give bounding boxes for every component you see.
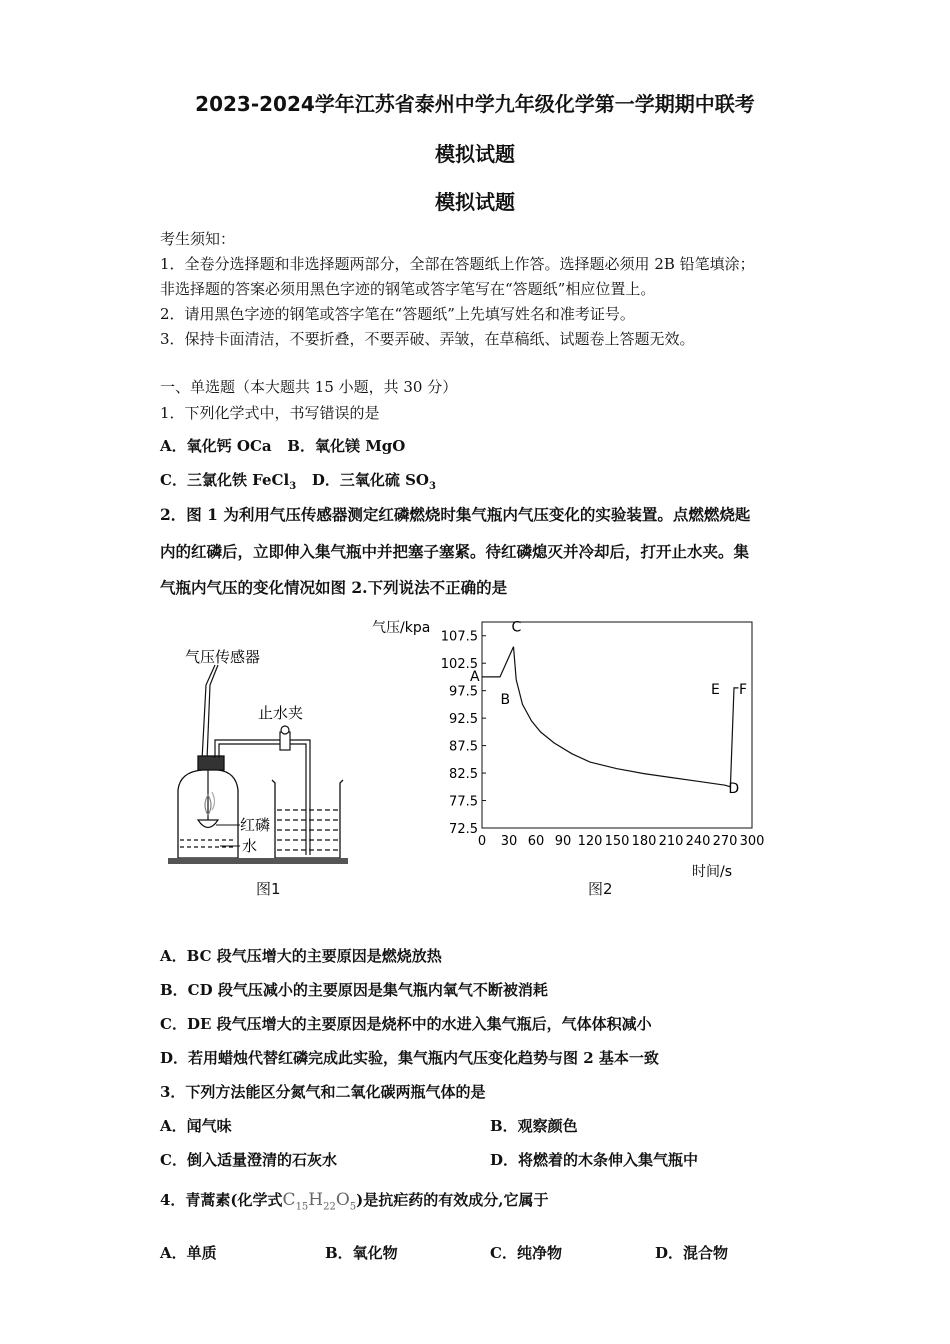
q1-option-d-label: D．三氧化硫	[311, 471, 406, 489]
x-tick-label: 30	[500, 834, 518, 849]
x-tick-label: 60	[527, 834, 545, 849]
q4-stem-pre: 4．青蒿素(化学式	[160, 1191, 283, 1209]
x-tick-label: 270	[712, 834, 738, 849]
section-heading: 一、单选题（本大题共 15 小题，共 30 分）	[160, 378, 458, 396]
q1-option-d-subscript: 3	[428, 481, 436, 492]
point-label-b: B	[500, 691, 511, 708]
y-tick-label: 72.5	[449, 822, 478, 837]
x-tick-label: 240	[685, 834, 711, 849]
y-tick-label: 92.5	[449, 712, 478, 728]
chart-plot-frame	[482, 619, 752, 828]
q2-option-a: A．BC 段气压增大的主要原因是燃烧放热	[160, 947, 442, 965]
pressure-series-line	[482, 647, 739, 787]
chart-xlabel: 时间/s	[692, 864, 733, 880]
q1-option-a-formula: OCa	[236, 437, 272, 455]
q4-stem-post: )是抗疟药的有效成分,它属于	[356, 1191, 549, 1209]
point-label-e: E	[711, 681, 720, 698]
figure-2-caption: 图2	[588, 880, 613, 898]
q1-option-c-label: C．三氯化铁	[160, 471, 253, 489]
q3-option-a: A．闻气味	[160, 1117, 232, 1135]
q1-option-a-label: A．氧化钙	[160, 437, 237, 455]
point-label-f: F	[739, 681, 748, 698]
q4-option-d: D．混合物	[655, 1244, 729, 1262]
combustion-spoon	[198, 770, 218, 828]
delivery-tube	[215, 726, 310, 855]
q1-option-c-formula: FeCl	[252, 471, 290, 489]
notice-heading: 考生须知：	[160, 230, 236, 248]
q4-stem	[160, 1189, 549, 1212]
q3-stem: 3．下列方法能区分氮气和二氧化碳两瓶气体的是	[160, 1083, 486, 1101]
x-tick-label: 210	[658, 834, 684, 849]
q2-stem-line-1: 2．图 1 为利用气压传感器测定红磷燃烧时集气瓶内气压变化的实验装置。点燃燃烧匙	[160, 505, 751, 524]
q2-stem-line-2: 内的红磷后，立即伸入集气瓶中并把塞子塞紧。待红磷熄灭并冷却后，打开止水夹。集	[160, 542, 750, 561]
q1-option-c-subscript: 3	[289, 481, 297, 492]
q1-options-ab	[160, 435, 405, 456]
y-tick-label: 107.5	[440, 629, 478, 645]
q1-option-b-label: B．氧化镁	[287, 437, 366, 455]
y-tick-label: 87.5	[449, 739, 478, 755]
water-label: 水	[242, 837, 258, 855]
exam-subtitle-repeat: 模拟试题	[435, 190, 515, 214]
q1-options-cd	[160, 469, 436, 492]
q1-option-b-formula: MgO	[365, 437, 406, 455]
q4-formula-h-sub: 22	[323, 1201, 336, 1213]
notice-item-2: 2．请用黑色字迹的钢笔或答字笔在“答题纸”上先填写姓名和准考证号。	[160, 305, 635, 323]
y-tick-label: 97.5	[449, 684, 478, 700]
q4-option-c: C．纯净物	[490, 1244, 562, 1262]
q4-formula-c-sub: 15	[295, 1201, 309, 1213]
q2-option-d: D．若用蜡烛代替红磷完成此实验，集气瓶内气压变化趋势与图 2 基本一致	[160, 1049, 659, 1067]
q4-formula-h: H	[308, 1190, 324, 1210]
q4-option-a: A．单质	[160, 1244, 217, 1262]
q4-formula-c: C	[282, 1190, 296, 1210]
q3-option-b: B．观察颜色	[490, 1117, 578, 1135]
notice-item-1-cont: 非选择题的答案必须用黑色字迹的钢笔或答字笔写在“答题纸”相应位置上。	[160, 280, 656, 298]
phosphorus-label: 红磷	[240, 816, 271, 834]
notice-item-3: 3．保持卡面清洁，不要折叠，不要弄破、弄皱，在草稿纸、试题卷上答题无效。	[160, 330, 695, 348]
sensor-label: 气压传感器	[185, 648, 261, 666]
clamp-label: 止水夹	[258, 704, 304, 722]
q2-stem-line-3: 气瓶内气压的变化情况如图 2.下列说法不正确的是	[160, 578, 508, 597]
q3-option-d: D．将燃着的木条伸入集气瓶中	[490, 1151, 699, 1169]
q1-stem: 1．下列化学式中，书写错误的是	[160, 404, 380, 422]
x-tick-label: 180	[631, 834, 657, 849]
sensor-wire	[202, 665, 218, 760]
x-tick-label: 300	[739, 834, 765, 849]
y-tick-label: 102.5	[440, 657, 478, 673]
x-tick-label: 120	[577, 834, 603, 849]
x-tick-label: 0	[477, 834, 487, 849]
q3-option-c: C．倒入适量澄清的石灰水	[160, 1151, 337, 1169]
x-tick-label: 90	[554, 834, 572, 849]
q4-option-b: B．氧化物	[325, 1244, 398, 1262]
figure-1-caption: 图1	[256, 880, 281, 898]
y-tick-label: 77.5	[449, 794, 478, 810]
q4-formula-o: O	[335, 1190, 350, 1210]
q4-formula	[282, 1190, 357, 1213]
x-tick-label: 150	[604, 834, 630, 849]
point-label-a: A	[470, 668, 480, 685]
y-tick-label: 82.5	[449, 767, 478, 783]
chart-ylabel: 气压/kpa	[372, 620, 431, 636]
exam-subtitle: 模拟试题	[435, 142, 515, 166]
figure-1-apparatus	[160, 640, 360, 870]
point-label-c: C	[511, 619, 522, 636]
base-plate	[168, 858, 348, 864]
q1-option-d-formula: SO	[405, 471, 429, 489]
figure-2-chart	[360, 610, 780, 880]
water-beaker	[272, 780, 343, 858]
exam-title: 2023-2024学年江苏省泰州中学九年级化学第一学期期中联考	[195, 92, 755, 116]
q2-option-b: B．CD 段气压减小的主要原因是集气瓶内氧气不断被消耗	[160, 981, 548, 999]
point-label-d: D	[728, 780, 740, 797]
notice-item-1: 1．全卷分选择题和非选择题两部分，全部在答题纸上作答。选择题必须用 2B 铅笔填涂；	[160, 255, 755, 273]
q4-formula-o-sub: 5	[349, 1201, 357, 1213]
q2-option-c: C．DE 段气压增大的主要原因是烧杯中的水进入集气瓶后，气体体积减小	[160, 1015, 652, 1033]
